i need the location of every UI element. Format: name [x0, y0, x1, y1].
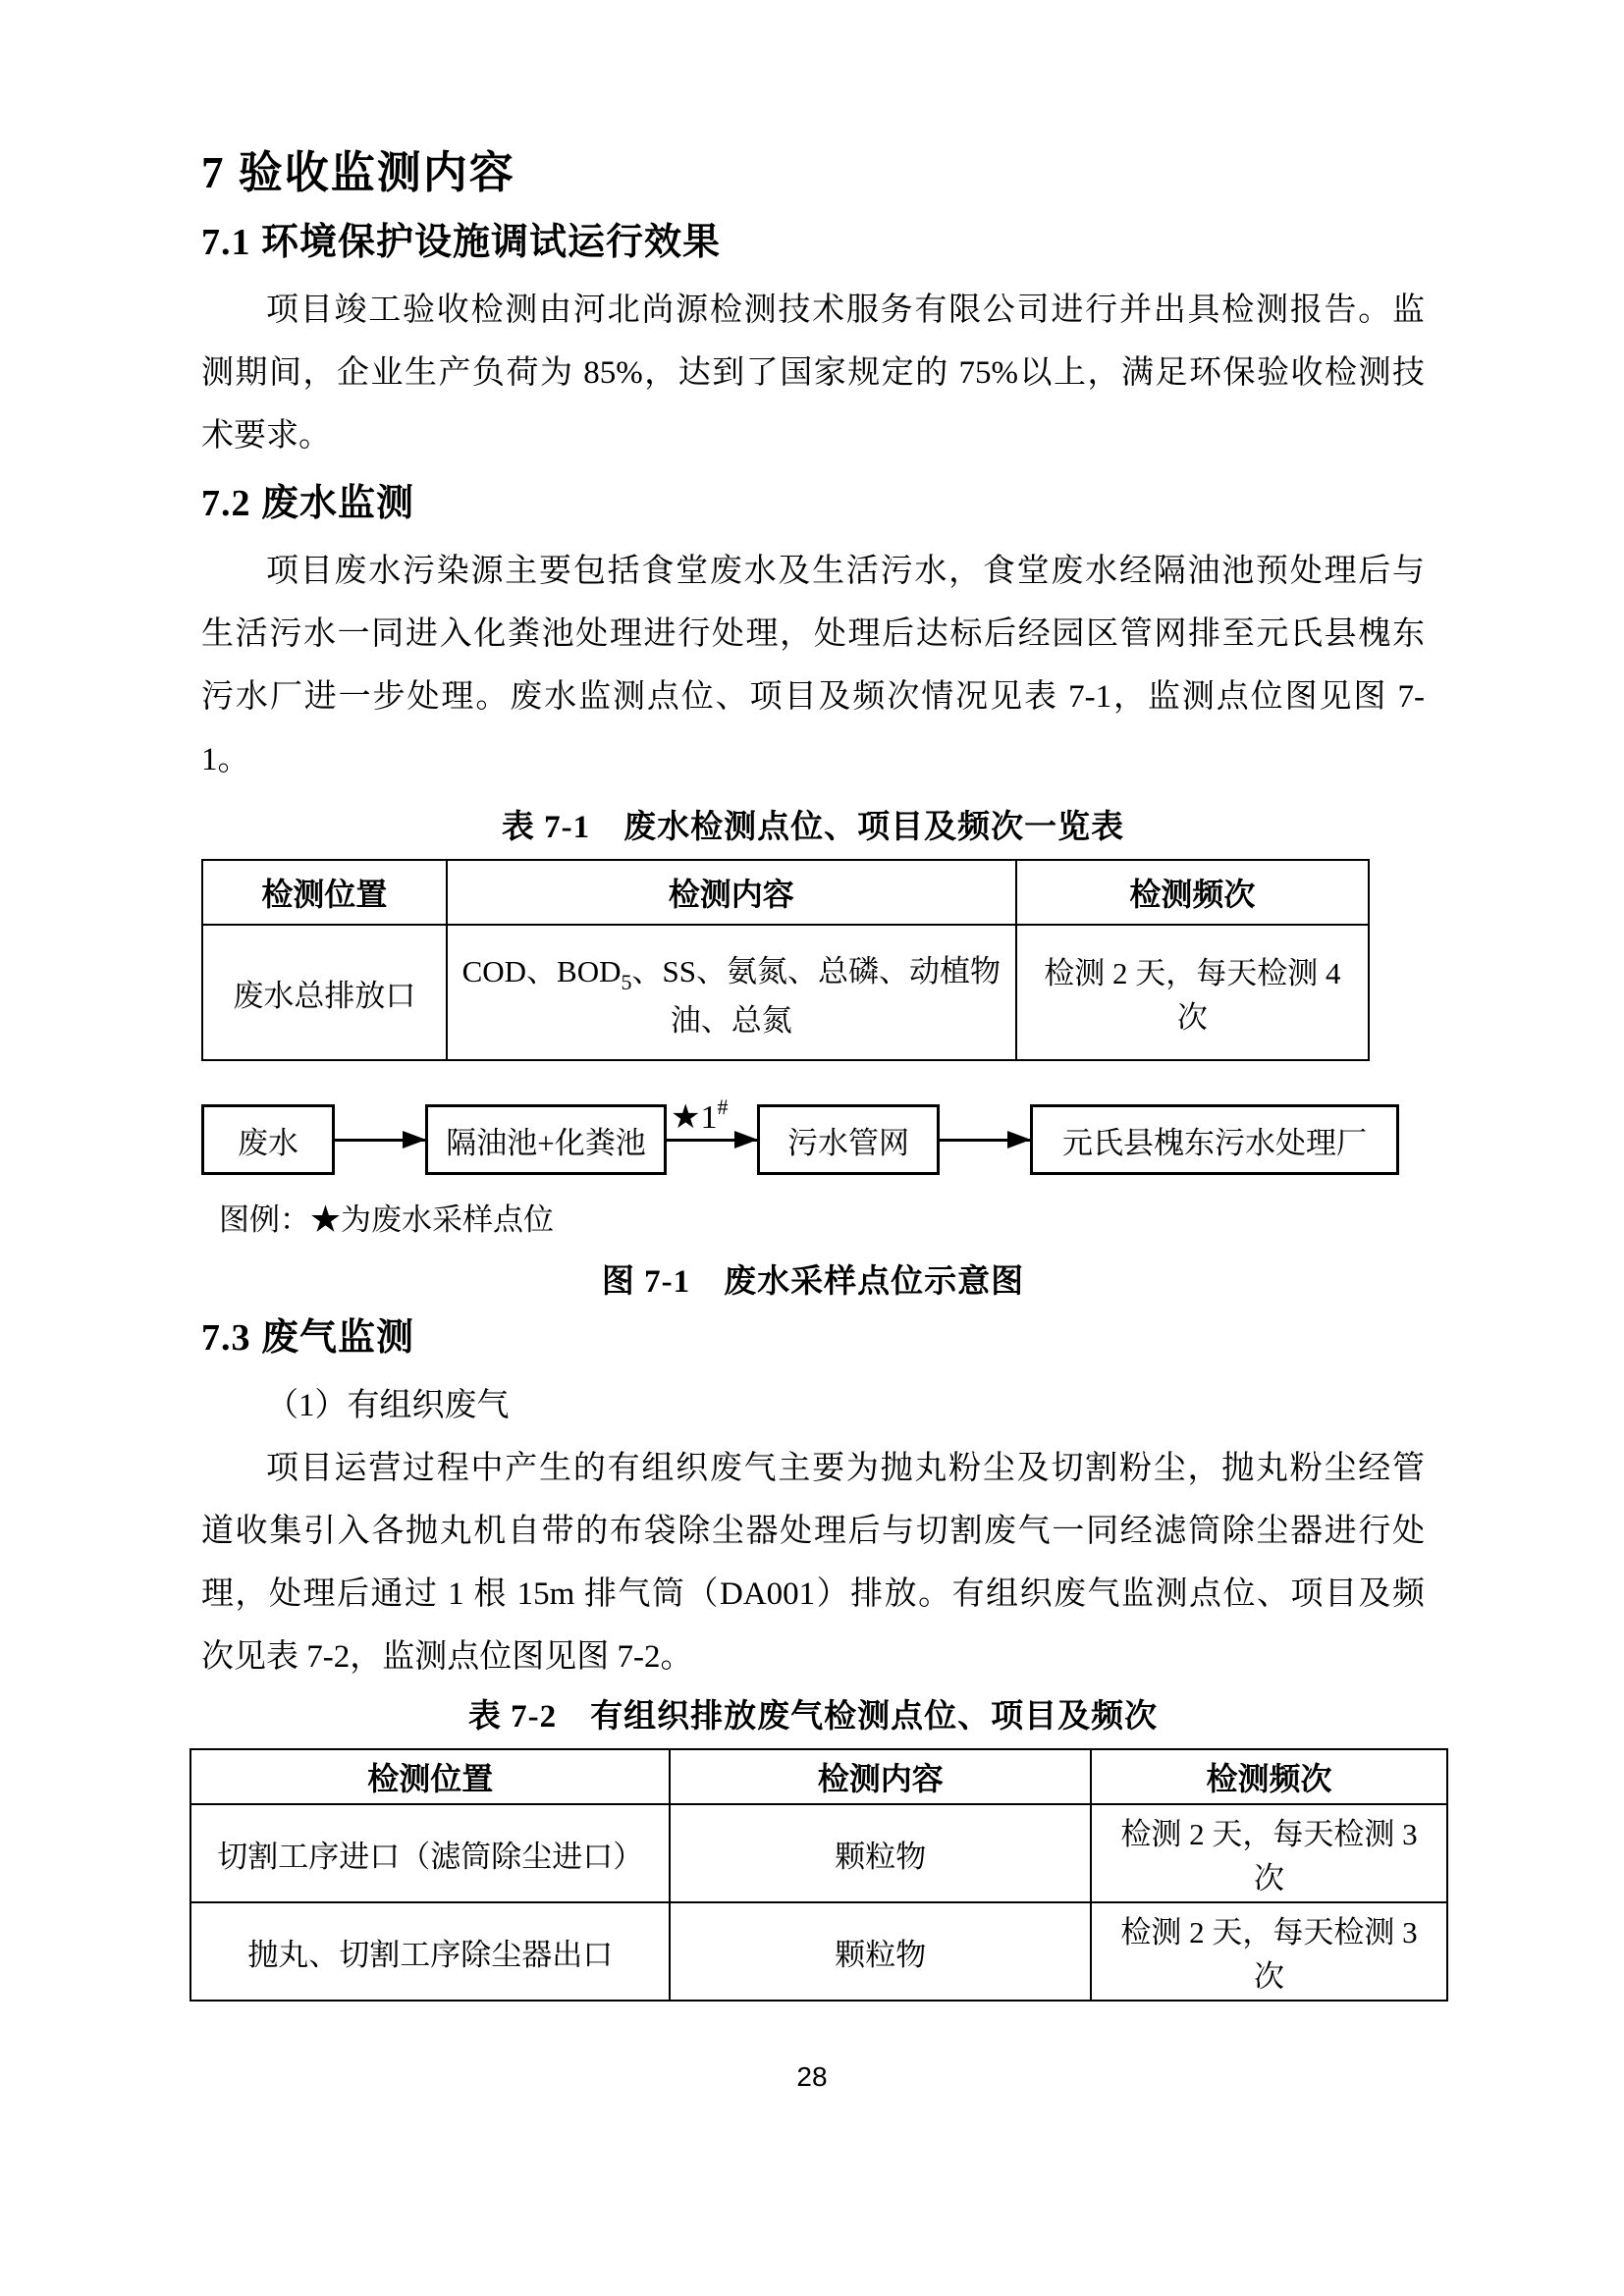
column-header-frequency: 检测频次 [1016, 860, 1369, 925]
section-7-2-paragraph [201, 540, 1425, 791]
star-icon: ★1 [671, 1098, 718, 1136]
column-header-location: 检测位置 [202, 860, 447, 925]
paragraph-line: 测期间，企业生产负荷为 85%，达到了国家规定的 75%以上，满足环保验收检测技 [201, 355, 1425, 391]
table-7-2-caption: 表 7-2 有组织排放废气检测点位、项目及频次 [467, 1699, 1159, 1735]
wastewater-flow-diagram [201, 1094, 1399, 1175]
cell-content [447, 925, 1016, 1060]
cell-content: 颗粒物 [670, 1804, 1091, 1902]
sampling-point-star-label [671, 1088, 728, 1138]
paragraph-line: 污水厂进一步处理。废水监测点位、项目及频次情况见表 7-1，监测点位图见图 7- [201, 679, 1425, 715]
table-row [190, 1902, 1447, 2001]
table-7-1 [201, 859, 1370, 1061]
paragraph-line: 生活污水一同进入化粪池处理进行处理，处理后达标后经园区管网排至元氏县槐东 [201, 616, 1425, 652]
cell-frequency: 检测 2 天，每天检测 4 次 [1016, 925, 1369, 1060]
paragraph-line: 项目废水污染源主要包括食堂废水及生活污水，食堂废水经隔油池预处理后与 [266, 554, 1425, 589]
page-content [201, 147, 1425, 2002]
paragraph-line: 项目运营过程中产生的有组织废气主要为抛丸粉尘及切割粉尘，抛丸粉尘经管 [266, 1451, 1425, 1486]
cell-location: 抛丸、切割工序除尘器出口 [190, 1902, 670, 2001]
flow-box-sewage-network: 污水管网 [757, 1104, 940, 1175]
table-7-2 [189, 1748, 1448, 2002]
page-number: 28 [796, 2061, 828, 2092]
bod-subscript: 5 [621, 969, 632, 994]
cell-location: 废水总排放口 [202, 925, 447, 1060]
paragraph-line: 项目竣工验收检测由河北尚源检测技术服务有限公司进行并出具检测报告。监 [266, 293, 1425, 328]
hash-superscript: # [717, 1094, 729, 1119]
diagram-legend: 图例：★为废水采样点位 [219, 1202, 554, 1237]
column-header-content: 检测内容 [670, 1749, 1091, 1804]
column-header-frequency: 检测频次 [1091, 1749, 1447, 1804]
table-row [202, 925, 1369, 1060]
column-header-content: 检测内容 [447, 860, 1016, 925]
cell-frequency: 检测 2 天，每天检测 3 次 [1091, 1804, 1447, 1902]
flow-box-grease-trap-septic-tank: 隔油池+化粪池 [425, 1104, 667, 1175]
content-prefix: COD、BOD [461, 953, 622, 988]
section-7-1-paragraph [201, 279, 1425, 467]
paragraph-line: 术要求。 [201, 418, 331, 454]
cell-location: 切割工序进口（滤筒除尘进口） [190, 1804, 670, 1902]
paragraph-line: 次见表 7-2，监测点位图见图 7-2。 [201, 1639, 693, 1675]
cell-frequency: 检测 2 天，每天检测 3 次 [1091, 1902, 1447, 2001]
chapter-heading: 7 验收监测内容 [201, 148, 515, 197]
content-suffix: 、SS、氨氮、总磷、动植物油、总氮 [631, 953, 1001, 1038]
cell-content: 颗粒物 [670, 1902, 1091, 2001]
paragraph-line: 道收集引入各抛丸机自带的布袋除尘器处理后与切割废气一同经滤筒除尘器进行处 [201, 1514, 1425, 1549]
table-header-row [190, 1749, 1447, 1804]
paragraph-line: 理，处理后通过 1 根 15m 排气筒（DA001）排放。有组织废气监测点位、项目及频 [201, 1576, 1425, 1612]
section-7-3-heading: 7.3 废气监测 [201, 1317, 415, 1359]
section-7-2-heading: 7.2 废水监测 [201, 483, 415, 524]
flow-arrow-icon [667, 1094, 757, 1142]
subsection-organized-exhaust: （1）有组织废气 [266, 1388, 510, 1423]
flow-arrow-icon [940, 1139, 1030, 1142]
column-header-location: 检测位置 [190, 1749, 670, 1804]
section-7-1-heading: 7.1 环境保护设施调试运行效果 [201, 222, 722, 263]
figure-7-1-caption: 图 7-1 废水采样点位示意图 [601, 1264, 1025, 1300]
table-row [190, 1804, 1447, 1902]
table-header-row [202, 860, 1369, 925]
section-7-3-paragraph [201, 1437, 1425, 1688]
flow-arrow-icon [335, 1139, 425, 1142]
table-7-1-caption: 表 7-1 废水检测点位、项目及频次一览表 [501, 810, 1125, 845]
flow-box-wastewater: 废水 [201, 1104, 335, 1175]
flow-box-treatment-plant: 元氏县槐东污水处理厂 [1030, 1104, 1399, 1175]
paragraph-line: 1。 [201, 742, 250, 777]
